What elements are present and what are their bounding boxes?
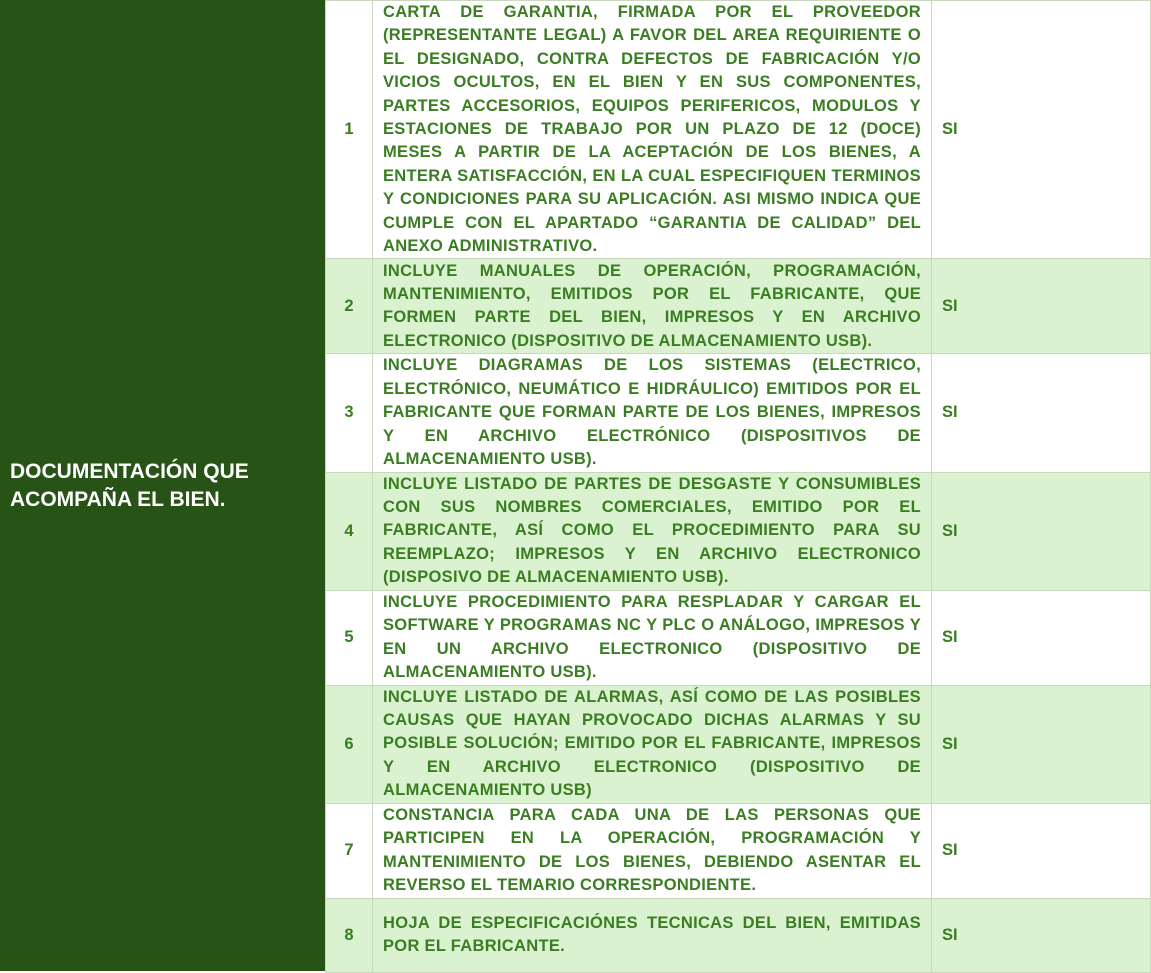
row-answer: SI (932, 803, 1151, 898)
section-title: DOCUMENTACIÓN QUE ACOMPAÑA EL BIEN. (10, 459, 249, 511)
row-description: INCLUYE DIAGRAMAS DE LOS SISTEMAS (ELECTRICO, ELECTRÓNICO, NEUMÁTICO E HIDRÁULICO) EMITIDOS POR EL FABRICANTE QUE FORMAN PARTE DE LOS BIENES, IMPRESOS Y EN ARCHIVO ELECTRÓNICO (DISPOSITIVOS DE ALMACENAMIENTO USB). (373, 354, 932, 472)
row-description: HOJA DE ESPECIFICACIÓNES TECNICAS DEL BIEN, EMITIDAS POR EL FABRICANTE. (373, 898, 932, 972)
row-number: 4 (326, 472, 373, 590)
row-description: CONSTANCIA PARA CADA UNA DE LAS PERSONAS QUE PARTICIPEN EN LA OPERACIÓN, PROGRAMACIÓN Y MANTENIMIENTO DE LOS BIENES, DEBIENDO ASENTAR EL REVERSO EL TEMARIO CORRESPONDIENTE. (373, 803, 932, 898)
table-row (326, 354, 1151, 472)
row-description: INCLUYE LISTADO DE ALARMAS, ASÍ COMO DE LAS POSIBLES CAUSAS QUE HAYAN PROVOCADO DICHAS ALARMAS Y SU POSIBLE SOLUCIÓN; EMITIDO POR EL FABRICANTE, IMPRESOS Y EN ARCHIVO ELECTRONICO (DISPOSITIVO DE ALMACENAMIENTO USB) (373, 685, 932, 803)
row-description: INCLUYE PROCEDIMIENTO PARA RESPLADAR Y CARGAR EL SOFTWARE Y PROGRAMAS NC Y PLC O ANÁLOGO, IMPRESOS Y EN UN ARCHIVO ELECTRONICO (DISPOSITIVO DE ALMACENAMIENTO USB). (373, 590, 932, 685)
row-answer: SI (932, 590, 1151, 685)
table-row (326, 898, 1151, 972)
section-header-cell (0, 0, 325, 971)
row-answer: SI (932, 472, 1151, 590)
row-answer: SI (932, 354, 1151, 472)
table-row (326, 685, 1151, 803)
requirements-table (325, 0, 1151, 973)
row-description: CARTA DE GARANTIA, FIRMADA POR EL PROVEEDOR (REPRESENTANTE LEGAL) A FAVOR DEL AREA REQUIRIENTE O EL DESIGNADO, CONTRA DEFECTOS DE FABRICACIÓN Y/O VICIOS OCULTOS, EN EL BIEN Y EN SUS COMPONENTES, PARTES ACCESORIOS, EQUIPOS PERIFERICOS, MODULOS Y ESTACIONES DE TRABAJO POR UN PLAZO DE 12 (DOCE) MESES A PARTIR DE LA ACEPTACIÓN DE LOS BIENES, A ENTERA SATISFACCIÓN, EN LA CUAL ESPECIFIQUEN TERMINOS Y CONDICIONES PARA SU APLICACIÓN. ASI MISMO INDICA QUE CUMPLE CON EL APARTADO “GARANTIA DE CALIDAD” DEL ANEXO ADMINISTRATIVO. (373, 1, 932, 259)
row-answer: SI (932, 1, 1151, 259)
row-number: 7 (326, 803, 373, 898)
table-row (326, 590, 1151, 685)
row-number: 5 (326, 590, 373, 685)
row-description: INCLUYE MANUALES DE OPERACIÓN, PROGRAMACIÓN, MANTENIMIENTO, EMITIDOS POR EL FABRICANTE, QUE FORMEN PARTE DEL BIEN, IMPRESOS Y EN ARCHIVO ELECTRONICO (DISPOSITIVO DE ALMACENAMIENTO USB). (373, 259, 932, 354)
table-row (326, 803, 1151, 898)
row-number: 6 (326, 685, 373, 803)
row-number: 1 (326, 1, 373, 259)
row-answer: SI (932, 685, 1151, 803)
row-number: 3 (326, 354, 373, 472)
table-row (326, 472, 1151, 590)
row-number: 2 (326, 259, 373, 354)
row-description: INCLUYE LISTADO DE PARTES DE DESGASTE Y CONSUMIBLES CON SUS NOMBRES COMERCIALES, EMITIDO POR EL FABRICANTE, ASÍ COMO EL PROCEDIMIENTO PARA SU REEMPLAZO; IMPRESOS Y EN ARCHIVO ELECTRONICO (DISPOSIVO DE ALMACENAMIENTO USB). (373, 472, 932, 590)
row-answer: SI (932, 259, 1151, 354)
row-number: 8 (326, 898, 373, 972)
row-answer: SI (932, 898, 1151, 972)
table-row (326, 1, 1151, 259)
table-row (326, 259, 1151, 354)
